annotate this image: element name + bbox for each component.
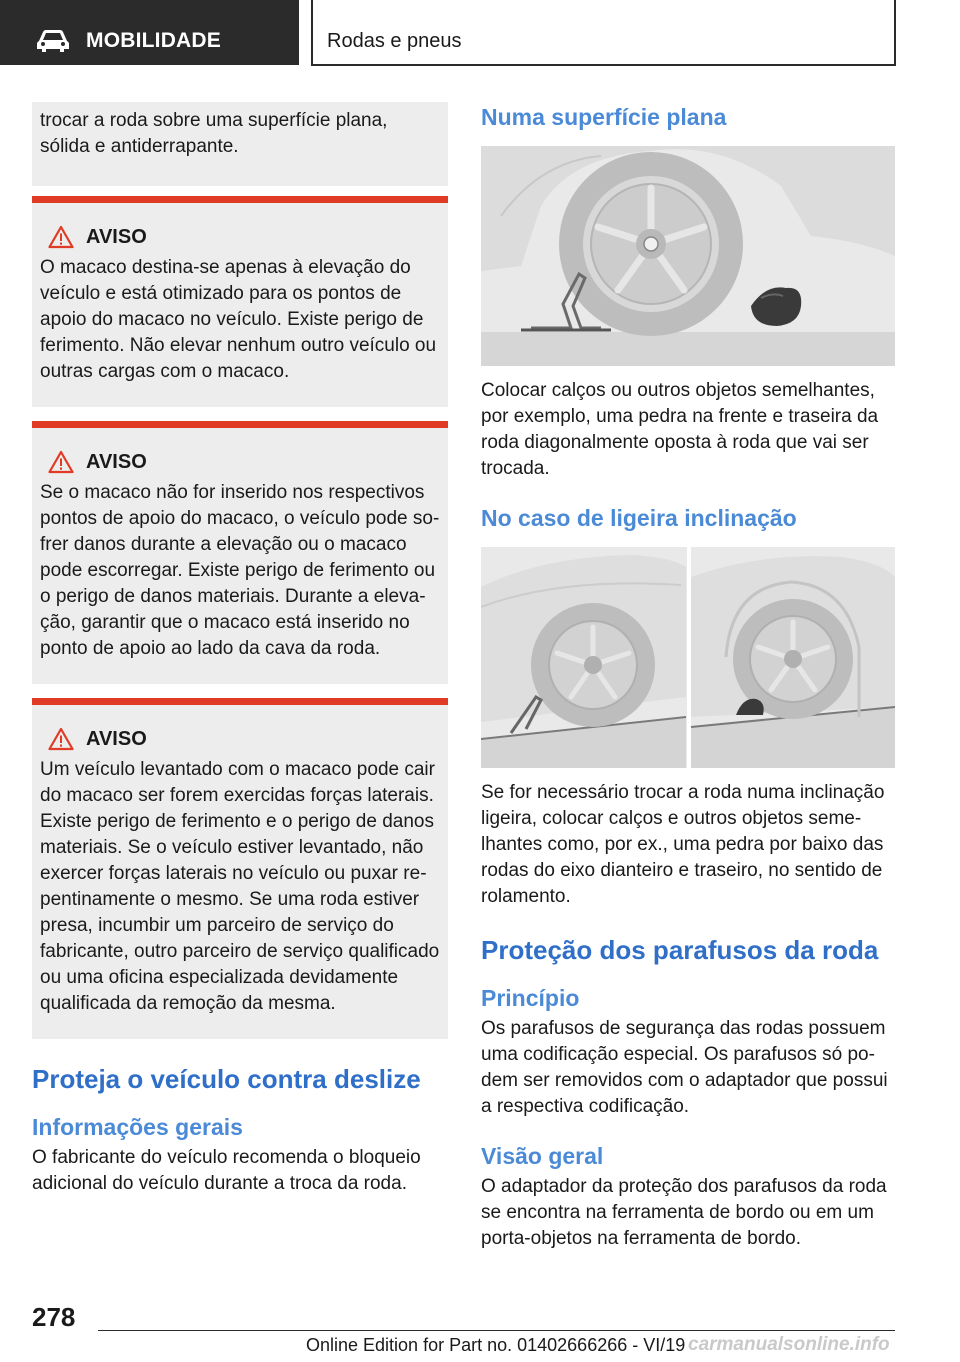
header-chapter-title: Rodas e pneus xyxy=(327,30,462,52)
slight-incline-text: Se for necessário trocar a roda numa inclinação ligeira, colocar calços e outros objetos semelhantes como, por ex., uma pedra por baixo das rodas do eixo dianteiro e traseiro, no sentido de rolamento. xyxy=(481,782,885,907)
warning-box-2 xyxy=(32,421,448,684)
heading-flat-surface: Numa superfície plana xyxy=(481,104,727,130)
left-column xyxy=(32,102,448,1197)
warning-box-3 xyxy=(32,698,448,1039)
overview-text: O adaptador da proteção dos parafusos da roda se encontra na ferramenta de bordo ou em um porta-objetos na ferramenta de bordo. xyxy=(481,1176,887,1249)
heading-wheel-bolt-protection: Proteção dos parafusos da roda xyxy=(481,935,879,965)
warning-body: O macaco destina-se apenas à elevação do veículo e está otimizado para os pontos de apoio do macaco no veículo. Existe perigo de ferimento. Não elevar nenhum outro veículo ou outras cargas com o macaco. xyxy=(40,257,437,382)
header-section-title: MOBILIDADE xyxy=(86,29,221,52)
warning-body: Um veículo levantado com o macaco pode cair do macaco ser forem exercidas forças laterais. Existe perigo de ferimento e o perigo de danos materiais. Se o veículo estiver levantado, não exercer forças laterais no veículo ou puxar repentinamente o mesmo. Se uma roda estiver presa, incumbir um parceiro de serviço do fabricante, outro parceiro de serviço qualificado ou uma oficina especializada devidamente qualificada da remoção da mesma. xyxy=(40,759,440,1014)
figure-flat-surface xyxy=(481,146,895,366)
heading-overview: Visão geral xyxy=(481,1143,604,1169)
flat-surface-text: Colocar calços ou outros objetos semelhantes, por exemplo, uma pedra na frente e traseira da roda diagonalmente oposta à roda que vai ser trocada. xyxy=(481,380,879,479)
warning-triangle-icon xyxy=(48,450,74,474)
car-icon xyxy=(36,27,70,53)
figure-slight-incline xyxy=(481,547,895,768)
heading-slight-incline: No caso de ligeira inclinação xyxy=(481,505,797,531)
general-info-text: O fabricante do veículo recomenda o bloqueio adicional do veículo durante a troca da roda. xyxy=(32,1147,421,1194)
heading-principle: Princípio xyxy=(481,985,580,1011)
warning-triangle-icon xyxy=(48,225,74,249)
page-number: 278 xyxy=(32,1302,76,1332)
warning-title: AVISO xyxy=(86,225,147,248)
warning-triangle-icon xyxy=(48,727,74,751)
intro-text: trocar a roda sobre uma superfície plana, sólida e antiderrapante. xyxy=(40,110,388,157)
watermark: carmanualsonline.info xyxy=(688,1334,890,1355)
heading-general-info: Informações gerais xyxy=(32,1114,243,1140)
right-column xyxy=(481,102,895,1252)
footer-divider xyxy=(98,1330,895,1331)
warning-box-1 xyxy=(32,196,448,407)
footer-edition: Online Edition for Part no. 01402666266 - VI/19 xyxy=(306,1335,686,1355)
warning-title: AVISO xyxy=(86,727,147,750)
wheel-chock-incline-illustration xyxy=(481,547,895,768)
warning-title: AVISO xyxy=(86,450,147,473)
wheel-chock-flat-illustration xyxy=(481,146,895,366)
heading-secure-vehicle: Proteja o veículo contra deslize xyxy=(32,1064,421,1094)
principle-text: Os parafusos de segurança das rodas possuem uma codificação especial. Os parafusos só podem ser removidos com o adaptador que possui a respectiva codificação. xyxy=(481,1018,888,1117)
warning-body: Se o macaco não for inserido nos respectivos pontos de apoio do macaco, o veículo pode sofrer danos durante a elevação ou o macaco pode escorregar. Existe perigo de ferimento ou o perigo de danos materiais. Durante a elevação, garantir que o macaco está inserido no ponto de apoio ao lado da cava da roda. xyxy=(40,482,440,659)
intro-box xyxy=(32,102,448,186)
